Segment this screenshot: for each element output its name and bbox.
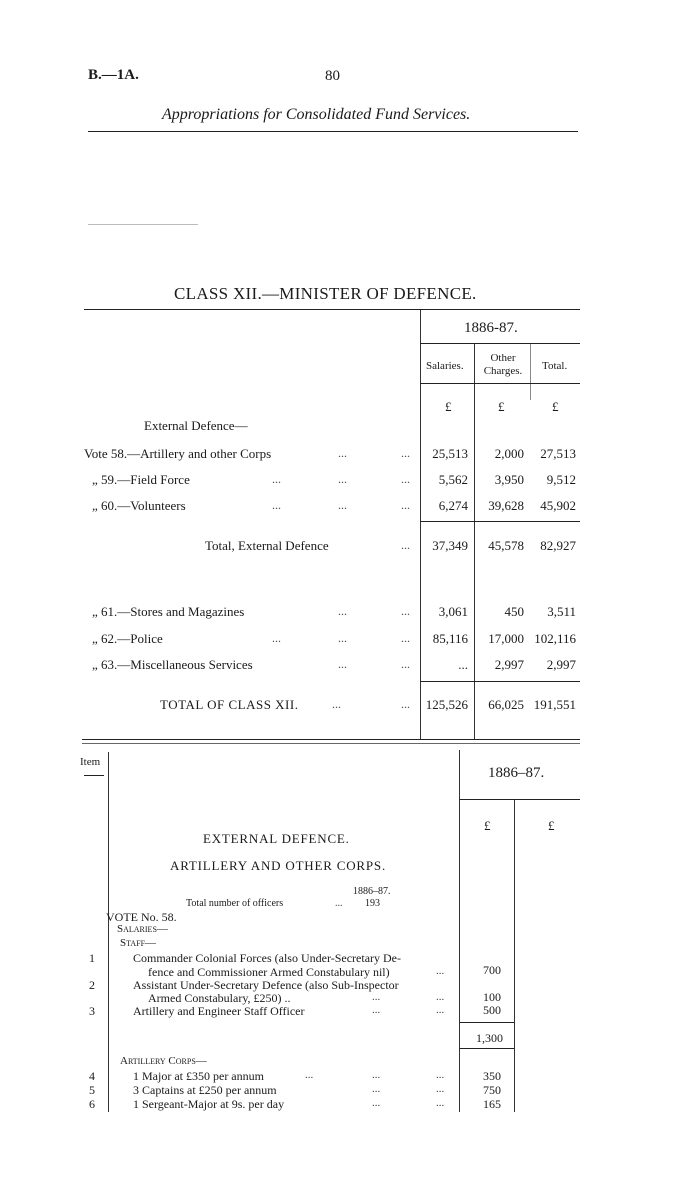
subtotal-rule xyxy=(420,521,580,522)
summary-top-rule xyxy=(84,309,580,310)
summary-col-rule-1 xyxy=(420,310,421,740)
item-amount: 700 xyxy=(483,963,501,977)
item-amount: 165 xyxy=(483,1097,501,1111)
grand-total-total: 191,551 xyxy=(533,697,576,712)
staff-subtotal-bottom-rule xyxy=(459,1048,514,1049)
item-number: 3 xyxy=(89,1004,95,1018)
row-label: „ 63.—Miscellaneous Services xyxy=(92,657,253,672)
subsection-title: ARTILLERY AND OTHER CORPS. xyxy=(170,858,386,873)
other-charges-line1: Other xyxy=(490,352,516,364)
row-dots: ... xyxy=(272,498,281,512)
officers-dots: ... xyxy=(335,898,343,909)
item-amount: 500 xyxy=(483,1003,501,1017)
salaries-header: Salaries. xyxy=(426,360,464,372)
detail-currency-1: £ xyxy=(484,818,491,833)
row-label: „ 62.—Police xyxy=(92,631,163,646)
section-title: EXTERNAL DEFENCE. xyxy=(203,831,350,846)
row-salaries: 3,061 xyxy=(438,604,468,619)
item-header-underline xyxy=(84,775,104,776)
row-dots: ... xyxy=(338,446,347,460)
external-defence-label: External Defence— xyxy=(144,418,248,433)
page-number: 80 xyxy=(325,68,340,84)
row-dots: ... xyxy=(338,498,347,512)
year-rule xyxy=(420,343,580,344)
item-text: 3 Captains at £250 per annum xyxy=(133,1083,277,1097)
subtotal-salaries: 37,349 xyxy=(432,538,468,553)
row-dots: ... xyxy=(272,472,281,486)
row-other: 2,997 xyxy=(494,657,524,672)
row-dots: ... xyxy=(272,631,281,645)
item-number: 2 xyxy=(89,978,95,992)
row-total: 3,511 xyxy=(547,604,576,619)
item-amount: 350 xyxy=(483,1069,501,1083)
item-col-rule xyxy=(108,752,109,1112)
item-dots: ... xyxy=(372,1097,381,1109)
row-total: 9,512 xyxy=(546,472,576,487)
total-header: Total. xyxy=(542,360,568,372)
item-text: 1 Major at £350 per annum xyxy=(133,1069,264,1083)
row-dots: ... xyxy=(401,604,410,618)
row-label: „ 61.—Stores and Magazines xyxy=(92,604,245,619)
row-dots: ... xyxy=(338,472,347,486)
item-text: 1 Sergeant-Major at 9s. per day xyxy=(133,1097,285,1111)
detail-top-rule-2 xyxy=(82,743,580,744)
subtotal-label: Total, External Defence xyxy=(205,538,329,553)
grand-total-salaries: 125,526 xyxy=(425,697,468,712)
row-salaries: 25,513 xyxy=(432,446,468,461)
item-dots: ... xyxy=(372,1083,381,1095)
subtotal-dots: ... xyxy=(401,538,410,552)
row-other: 17,000 xyxy=(488,631,524,646)
amount-col-rule-1 xyxy=(459,750,460,1112)
item-header: Item xyxy=(80,756,101,768)
document-reference: B.—1A. xyxy=(88,67,139,83)
item-dots: ... xyxy=(372,1004,381,1016)
row-dots: ... xyxy=(401,472,410,486)
grand-total-dots: ... xyxy=(401,697,410,711)
item-number: 4 xyxy=(89,1069,95,1083)
item-amount: 750 xyxy=(483,1083,501,1097)
item-dots: ... xyxy=(436,1069,445,1081)
row-other: 3,950 xyxy=(494,472,524,487)
other-charges-header xyxy=(476,352,530,378)
staff-label: Staff— xyxy=(120,937,157,949)
detail-currency-2: £ xyxy=(548,818,555,833)
page-title: Appropriations for Consolidated Fund Services. xyxy=(162,106,471,123)
amount-col-rule-2 xyxy=(514,800,515,1112)
currency-total: £ xyxy=(552,399,559,414)
item-text: Artillery and Engineer Staff Officer xyxy=(133,1004,305,1018)
officers-label: Total number of officers xyxy=(186,898,284,909)
currency-other: £ xyxy=(498,399,505,414)
grand-total-rule xyxy=(420,681,580,682)
summary-year: 1886-87. xyxy=(464,320,518,336)
grand-total-dots: ... xyxy=(332,697,341,711)
row-label: „ 60.—Volunteers xyxy=(92,498,186,513)
other-charges-line2: Charges. xyxy=(483,365,523,377)
artillery-corps-label: Artillery Corps— xyxy=(120,1055,207,1067)
row-dots: ... xyxy=(338,657,347,671)
vote-label: VOTE No. 58. xyxy=(106,910,177,924)
row-total: 45,902 xyxy=(540,498,576,513)
officers-year: 1886–87. xyxy=(353,886,391,897)
item-dots: ... xyxy=(372,991,381,1003)
header-rule xyxy=(88,131,578,132)
row-salaries: 5,562 xyxy=(438,472,468,487)
class-heading: CLASS XII.—MINISTER OF DEFENCE. xyxy=(174,284,477,303)
detail-year: 1886–87. xyxy=(488,765,545,781)
row-total: 102,116 xyxy=(534,631,576,646)
item-number: 5 xyxy=(89,1083,95,1097)
row-total: 2,997 xyxy=(546,657,576,672)
item-text-cont: fence and Commissioner Armed Constabulary nil) xyxy=(148,965,390,979)
detail-year-rule xyxy=(459,799,580,800)
detail-top-rule xyxy=(82,739,580,740)
row-other: 2,000 xyxy=(494,446,524,461)
item-dots: ... xyxy=(436,1004,445,1016)
faint-mark xyxy=(88,224,198,225)
item-number: 1 xyxy=(89,951,95,965)
item-dots: ... xyxy=(372,1069,381,1081)
subtotal-total: 82,927 xyxy=(540,538,576,553)
item-amount: 100 xyxy=(483,990,501,1004)
summary-col-rule-3 xyxy=(530,344,531,400)
item-text: Assistant Under-Secretary Defence (also Sub-Inspector xyxy=(133,978,399,992)
row-dots: ... xyxy=(401,446,410,460)
row-dots: ... xyxy=(401,657,410,671)
currency-salaries: £ xyxy=(445,399,452,414)
row-salaries: ... xyxy=(458,657,468,672)
item-dots: ... xyxy=(436,1083,445,1095)
col-header-rule xyxy=(420,383,580,384)
item-number: 6 xyxy=(89,1097,95,1111)
row-other: 39,628 xyxy=(488,498,524,513)
salaries-label: Salaries— xyxy=(117,923,168,935)
row-other: 450 xyxy=(504,604,524,619)
row-salaries: 6,274 xyxy=(438,498,468,513)
item-dots: ... xyxy=(436,965,445,977)
item-dots: ... xyxy=(436,1097,445,1109)
row-dots: ... xyxy=(401,631,410,645)
row-dots: ... xyxy=(401,498,410,512)
item-dots: ... xyxy=(305,1069,314,1081)
staff-subtotal-rule xyxy=(459,1022,514,1023)
row-total: 27,513 xyxy=(540,446,576,461)
row-dots: ... xyxy=(338,631,347,645)
item-text: Commander Colonial Forces (also Under-Secretary De- xyxy=(133,951,402,965)
row-salaries: 85,116 xyxy=(432,631,468,646)
subtotal-other: 45,578 xyxy=(488,538,524,553)
staff-subtotal: 1,300 xyxy=(476,1031,503,1045)
grand-total-label: TOTAL OF CLASS XII. xyxy=(160,697,299,712)
item-text-cont: Armed Constabulary, £250) .. xyxy=(148,991,291,1005)
row-label: Vote 58.—Artillery and other Corps xyxy=(84,446,272,461)
officers-count: 193 xyxy=(365,898,380,909)
row-label: „ 59.—Field Force xyxy=(92,472,190,487)
grand-total-other: 66,025 xyxy=(488,697,524,712)
row-dots: ... xyxy=(338,604,347,618)
item-dots: ... xyxy=(436,991,445,1003)
